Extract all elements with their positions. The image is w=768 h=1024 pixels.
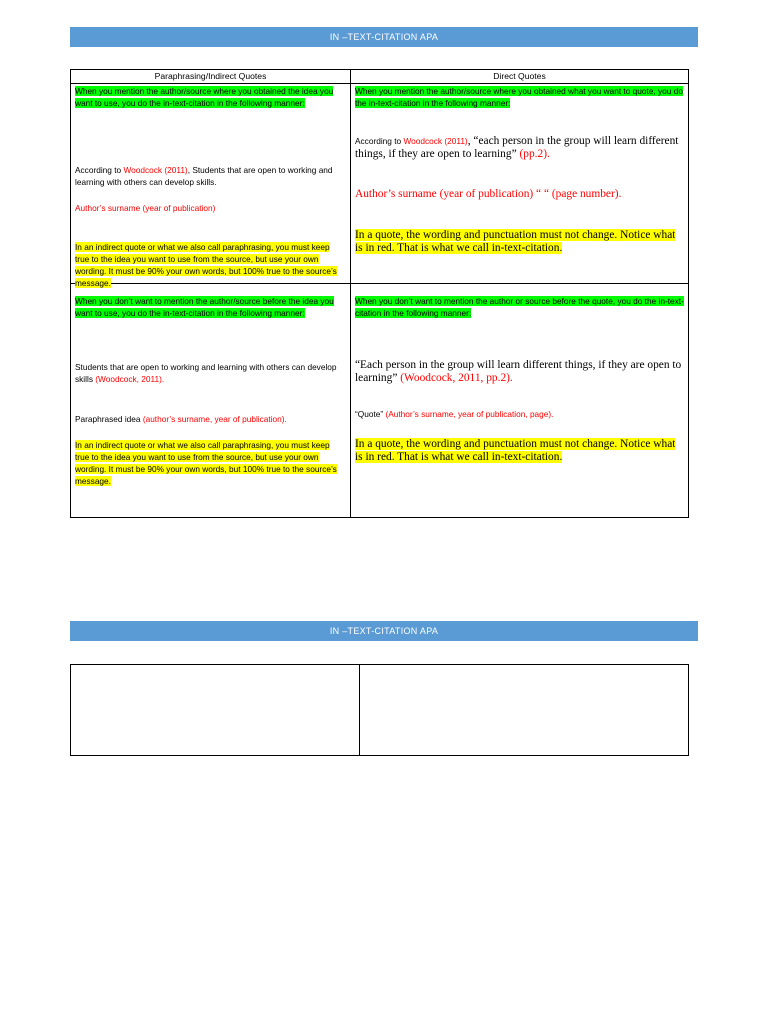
citation-red: (Woodcock, 2011). [95, 374, 165, 384]
cell-mention-paraphrase [71, 84, 351, 288]
format-text: “Quote” (Author’s surname, year of publication, page). [355, 409, 554, 419]
format-text: Author’s surname (year of publication) [75, 203, 216, 213]
example-sentence: Students that are open to working and learning with others can develop skills (Woodcock, 2011). [75, 362, 337, 384]
format-text: Paraphrased idea (author’s surname, year of publication). [75, 414, 287, 424]
intro-text: When you mention the author/source where you obtained the idea you want to use, you do the in-text-citation in the following manner: [75, 86, 334, 108]
header-paraphrasing: Paraphrasing/Indirect Quotes [71, 70, 351, 84]
banner-title: IN –TEXT-CITATION APA [329, 626, 439, 636]
intro-text: When you mention the author/source where you obtained what you want to quote, you do the in-text-citation in the following manner: [355, 86, 683, 108]
page-citation: (pp.2). [516, 148, 550, 160]
empty-cell-left [71, 665, 360, 755]
title-banner-bottom [70, 621, 698, 641]
note-text: In an indirect quote or what we also call paraphrasing, you must keep true to the idea you want to use from the source, but use your own wording. It must be 90% your own words, but 100% true to the source’s message. [75, 440, 337, 486]
intro-text: When you don’t want to mention the author/source before the idea you want to use, you do the in-text-citation in the following manner: [75, 296, 334, 318]
note-text: In a quote, the wording and punctuation must not change. Notice what is in red. That is what we call in-text-citation. [355, 438, 676, 463]
citation-red: Woodcock (2011) [403, 136, 468, 146]
citation-red: (Author’s surname, year of publication, page). [385, 409, 554, 419]
cell-no-mention-quote [351, 284, 689, 518]
note-text: In a quote, the wording and punctuation must not change. Notice what is in red. That is what we call in-text-citation. [355, 229, 676, 254]
cell-mention-quote [351, 84, 689, 284]
empty-table [70, 664, 689, 756]
cell-no-mention-paraphrase [71, 284, 351, 518]
table-row [71, 284, 689, 518]
table-row [71, 84, 689, 284]
title-banner-top [70, 27, 698, 47]
example-quote: According to Woodcock (2011), “each person in the group will learn different things, if they are open to learning” (pp.2). [355, 135, 679, 160]
example-sentence: According to Woodcock (2011), Students that are open to working and learning with others can develop skills. [75, 165, 333, 187]
header-row [71, 70, 689, 84]
banner-title: IN –TEXT-CITATION APA [329, 32, 439, 42]
note-text: In an indirect quote or what we also call paraphrasing, you must keep true to the idea you want to use from the source, but use your own wording. It must be 90% your own words, but 100% true to the source’s message. [75, 242, 337, 288]
header-direct: Direct Quotes [351, 70, 689, 84]
example-quote: “Each person in the group will learn different things, if they are open to learning” (Woodcock, 2011, pp.2). [355, 359, 682, 384]
format-text: Author’s surname (year of publication) “ “ (page number). [355, 188, 622, 200]
citation-red: (Woodcock, 2011, pp.2). [397, 372, 513, 384]
intro-text: When you don’t want to mention the author or source before the quote, you do the in-text-citation in the following manner: [355, 296, 684, 318]
citation-table [70, 69, 689, 518]
empty-cell-right [360, 665, 688, 755]
citation-red: Woodcock (2011) [123, 165, 188, 175]
citation-red: (author’s surname, year of publication). [142, 414, 287, 424]
